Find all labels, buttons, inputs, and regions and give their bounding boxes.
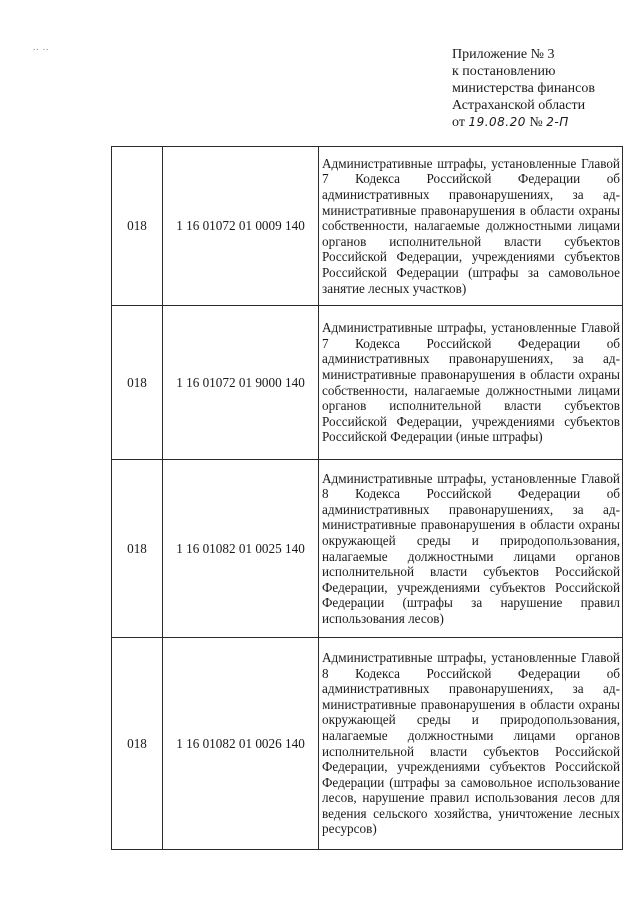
kbk-code-cell: 1 16 01082 01 0026 140: [163, 638, 319, 850]
table-row: [112, 460, 623, 638]
kbk-code-cell: 1 16 01072 01 0009 140: [163, 147, 319, 306]
header-line-4: Астраханской области: [452, 98, 586, 113]
description-cell: Административные штрафы, установленные Главой 7 Кодекса Российской Федерации об административных правонарушениях, за административные правонарушения в области охраны собственности, налагаемые должностными лицами органов исполнительной власти субъектов Российской Федерации, учреждениями субъектов Российской Федерации (штрафы за самовольное занятие лесных участков): [319, 147, 623, 306]
date-handwritten: 19.08.20: [468, 115, 526, 129]
scan-speck: .. ..: [33, 42, 50, 52]
table-row: [112, 638, 623, 850]
description-cell: Административные штрафы, установленные Главой 8 Кодекса Российской Федерации об административных правонарушениях, за административные правонарушения в области охраны окружающей среды и природопользования, налагаемые должностными лицами органов исполнительной власти субъектов Российской Федерации, учреждениями субъектов Российской Федерации (штрафы за нарушение правил использования лесов): [319, 460, 623, 638]
kbk-code-cell: 1 16 01082 01 0025 140: [163, 460, 319, 638]
kbk-code-cell: 1 16 01072 01 9000 140: [163, 306, 319, 460]
header-line-3: министерства финансов: [452, 81, 595, 96]
table-row: [112, 306, 623, 460]
header-line-2: к постановлению: [452, 64, 556, 79]
admin-code-cell: 018: [112, 638, 163, 850]
number-handwritten: 2-П: [546, 115, 569, 129]
admin-code-cell: 018: [112, 460, 163, 638]
description-cell: Административные штрафы, установленные Главой 8 Кодекса Российской Федерации об административных правонарушениях, за административные правонарушения в области охраны окружающей среды и природопользования, налагаемые должностными лицами органов исполнительной власти субъектов Российской Федерации, учреждениями субъектов Российской Федерации (штрафы за самовольное использование лесов, нарушение правил использования лесов для ведения сельского хозяйства, уничтожение лесных ресурсов): [319, 638, 623, 850]
header-date-line: [452, 114, 632, 131]
table-row: [112, 147, 623, 306]
revenue-codes-table: [111, 146, 623, 850]
admin-code-cell: 018: [112, 147, 163, 306]
header-line-1: Приложение № 3: [452, 47, 555, 62]
number-sign: №: [529, 115, 543, 130]
description-cell: Административные штрафы, установленные Главой 7 Кодекса Российской Федерации об административных правонарушениях, за административные правонарушения в области охраны собственности, налагаемые должностными лицами органов исполнительной власти субъектов Российской Федерации, учреждениями субъектов Российской Федерации (иные штрафы): [319, 306, 623, 460]
admin-code-cell: 018: [112, 306, 163, 460]
date-prefix: от: [452, 115, 465, 130]
appendix-header: [452, 46, 632, 131]
